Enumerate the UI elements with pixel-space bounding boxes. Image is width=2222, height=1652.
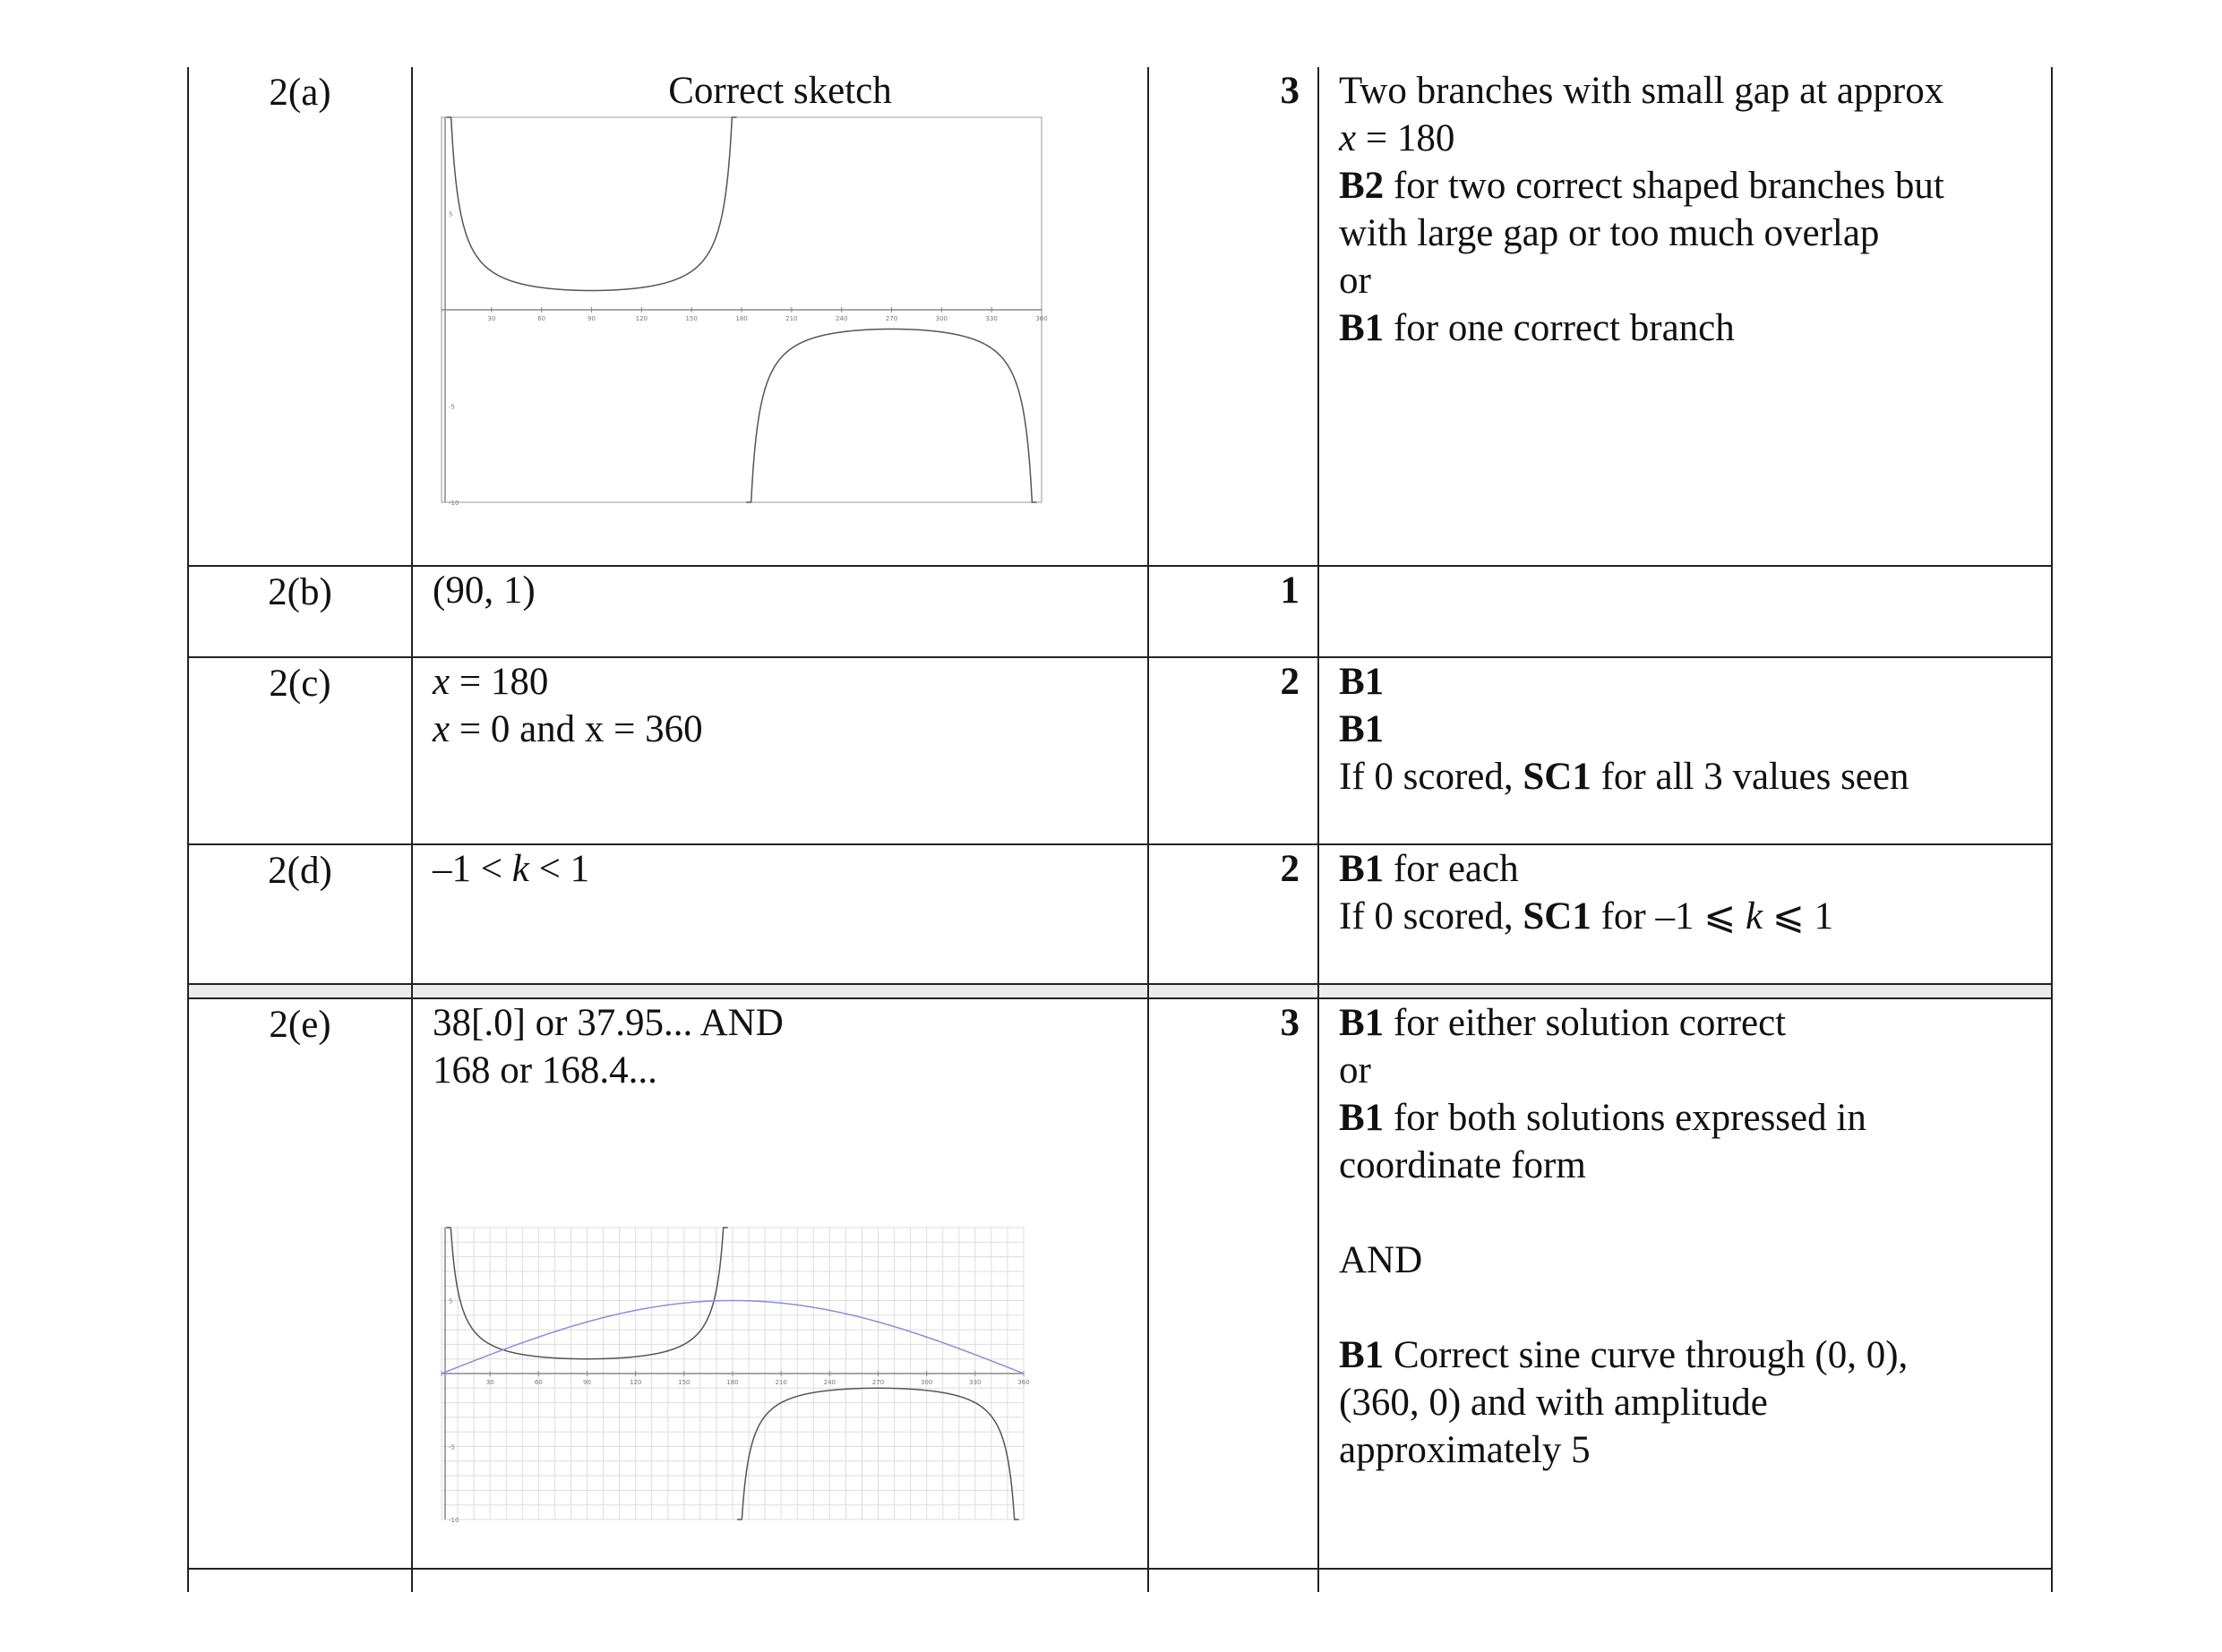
- y-tick-label: 5: [449, 1297, 453, 1305]
- row-2a: [188, 67, 2052, 566]
- x-tick-label: 90: [588, 315, 596, 322]
- guidance-cell: [1318, 844, 2052, 984]
- guidance-cell: [1318, 998, 2052, 1569]
- answer-title: Correct sketch: [668, 70, 892, 112]
- mark-scheme-table: [187, 67, 2053, 1592]
- x-tick-label: 150: [685, 315, 698, 322]
- guidance-line-8: B1 Correct sine curve through (0, 0),: [1339, 1334, 1909, 1376]
- x-tick-label: 360: [1035, 315, 1048, 322]
- guidance-cell: [1318, 67, 2052, 566]
- answer-cell: [412, 566, 1148, 657]
- x-tick-label: 210: [785, 315, 798, 322]
- answer-cell: [412, 657, 1148, 844]
- x-tick-label: 180: [735, 315, 748, 322]
- answer-line-1: x = 180: [433, 661, 549, 703]
- x-tick-label: 330: [969, 1379, 982, 1386]
- y-tick-label: -5: [449, 1443, 455, 1451]
- row-continuation: [188, 1569, 2052, 1592]
- answer-line-1: –1 < k < 1: [433, 848, 590, 890]
- x-tick-label: 30: [487, 315, 496, 322]
- x-tick-label: 210: [775, 1379, 787, 1386]
- question-number: 2(d): [188, 844, 412, 984]
- graph-2e: [436, 1226, 1030, 1524]
- x-tick-label: 60: [534, 1379, 543, 1386]
- guidance-line-5: or: [1339, 260, 1371, 302]
- question-number: 2(e): [188, 998, 412, 1569]
- guidance-line-3: If 0 scored, SC1 for all 3 values seen: [1339, 756, 1909, 798]
- guidance-line-4: coordinate form: [1339, 1144, 1586, 1186]
- graph-2a: [436, 116, 1048, 507]
- guidance-line-1: B1 for each: [1339, 848, 1519, 890]
- guidance-line-3: B1 for both solutions expressed in: [1339, 1097, 1866, 1139]
- x-tick-label: 120: [635, 315, 648, 322]
- row-2b: [188, 566, 2052, 657]
- marks: 3: [1148, 998, 1318, 1569]
- guidance-line-10: approximately 5: [1339, 1429, 1591, 1471]
- question-number: 2(b): [188, 566, 412, 657]
- answer-line-2: 168 or 168.4...: [433, 1049, 657, 1091]
- y-tick-label: 5: [449, 210, 453, 218]
- answer-line-1: (90, 1): [433, 569, 536, 612]
- cosec-branch-upper: [446, 117, 736, 291]
- x-tick-label: 60: [537, 315, 546, 322]
- x-tick-label: 330: [985, 315, 998, 322]
- row-2d: [188, 844, 2052, 984]
- guidance-line-3: B2 for two correct shaped branches but: [1339, 165, 1944, 207]
- cosec-branch-lower: [746, 330, 1036, 503]
- guidance-cell: [1318, 566, 2052, 657]
- marks: 3: [1148, 67, 1318, 566]
- x-tick-label: 120: [629, 1379, 642, 1386]
- x-tick-label: 360: [1017, 1379, 1030, 1386]
- guidance-blank-line: [1339, 1189, 2051, 1237]
- question-number: 2(c): [188, 657, 412, 844]
- marks: 1: [1148, 566, 1318, 657]
- x-tick-label: 240: [823, 1379, 836, 1386]
- x-tick-label: 180: [726, 1379, 739, 1386]
- guidance-line-9: (360, 0) and with amplitude: [1339, 1382, 1768, 1424]
- x-tick-label: 270: [885, 315, 898, 322]
- marks: 2: [1148, 657, 1318, 844]
- guidance-line-6: B1 for one correct branch: [1339, 307, 1735, 349]
- y-tick-label: -5: [449, 403, 455, 411]
- guidance-line-2: x = 180: [1339, 117, 1455, 159]
- x-tick-label: 150: [678, 1379, 691, 1386]
- x-tick-label: 90: [583, 1379, 591, 1386]
- x-tick-label: 300: [920, 1379, 933, 1386]
- answer-line-2: x = 0 and x = 360: [433, 708, 703, 750]
- guidance-line-2: or: [1339, 1049, 1371, 1091]
- guidance-cell: [1318, 657, 2052, 844]
- answer-cell: [412, 844, 1148, 984]
- row-2c: [188, 657, 2052, 844]
- answer-cell: [412, 67, 1148, 566]
- guidance-line-4: with large gap or too much overlap: [1339, 212, 1880, 254]
- marks: 2: [1148, 844, 1318, 984]
- answer-line-1: 38[.0] or 37.95... AND: [433, 1002, 784, 1044]
- guidance-line-6: AND: [1339, 1239, 1423, 1281]
- guidance-line-1: B1 for either solution correct: [1339, 1002, 1787, 1044]
- x-tick-label: 240: [835, 315, 848, 322]
- guidance-blank-line: [1339, 1284, 2051, 1331]
- guidance-line-2: If 0 scored, SC1 for –1 ⩽ k ⩽ 1: [1339, 895, 1834, 937]
- guidance-line-1: Two branches with small gap at approx: [1339, 70, 1944, 112]
- y-tick-label: -10: [449, 500, 459, 507]
- y-tick-label: -10: [449, 1517, 459, 1524]
- guidance-line-2: B1: [1339, 708, 1385, 750]
- guidance-line-1: B1: [1339, 661, 1385, 703]
- row-2e: [188, 998, 2052, 1569]
- x-tick-label: 300: [935, 315, 948, 322]
- x-tick-label: 30: [485, 1379, 494, 1386]
- answer-cell: [412, 998, 1148, 1569]
- x-tick-label: 270: [871, 1379, 885, 1386]
- row-separator: [188, 984, 2052, 998]
- question-number: 2(a): [188, 67, 412, 566]
